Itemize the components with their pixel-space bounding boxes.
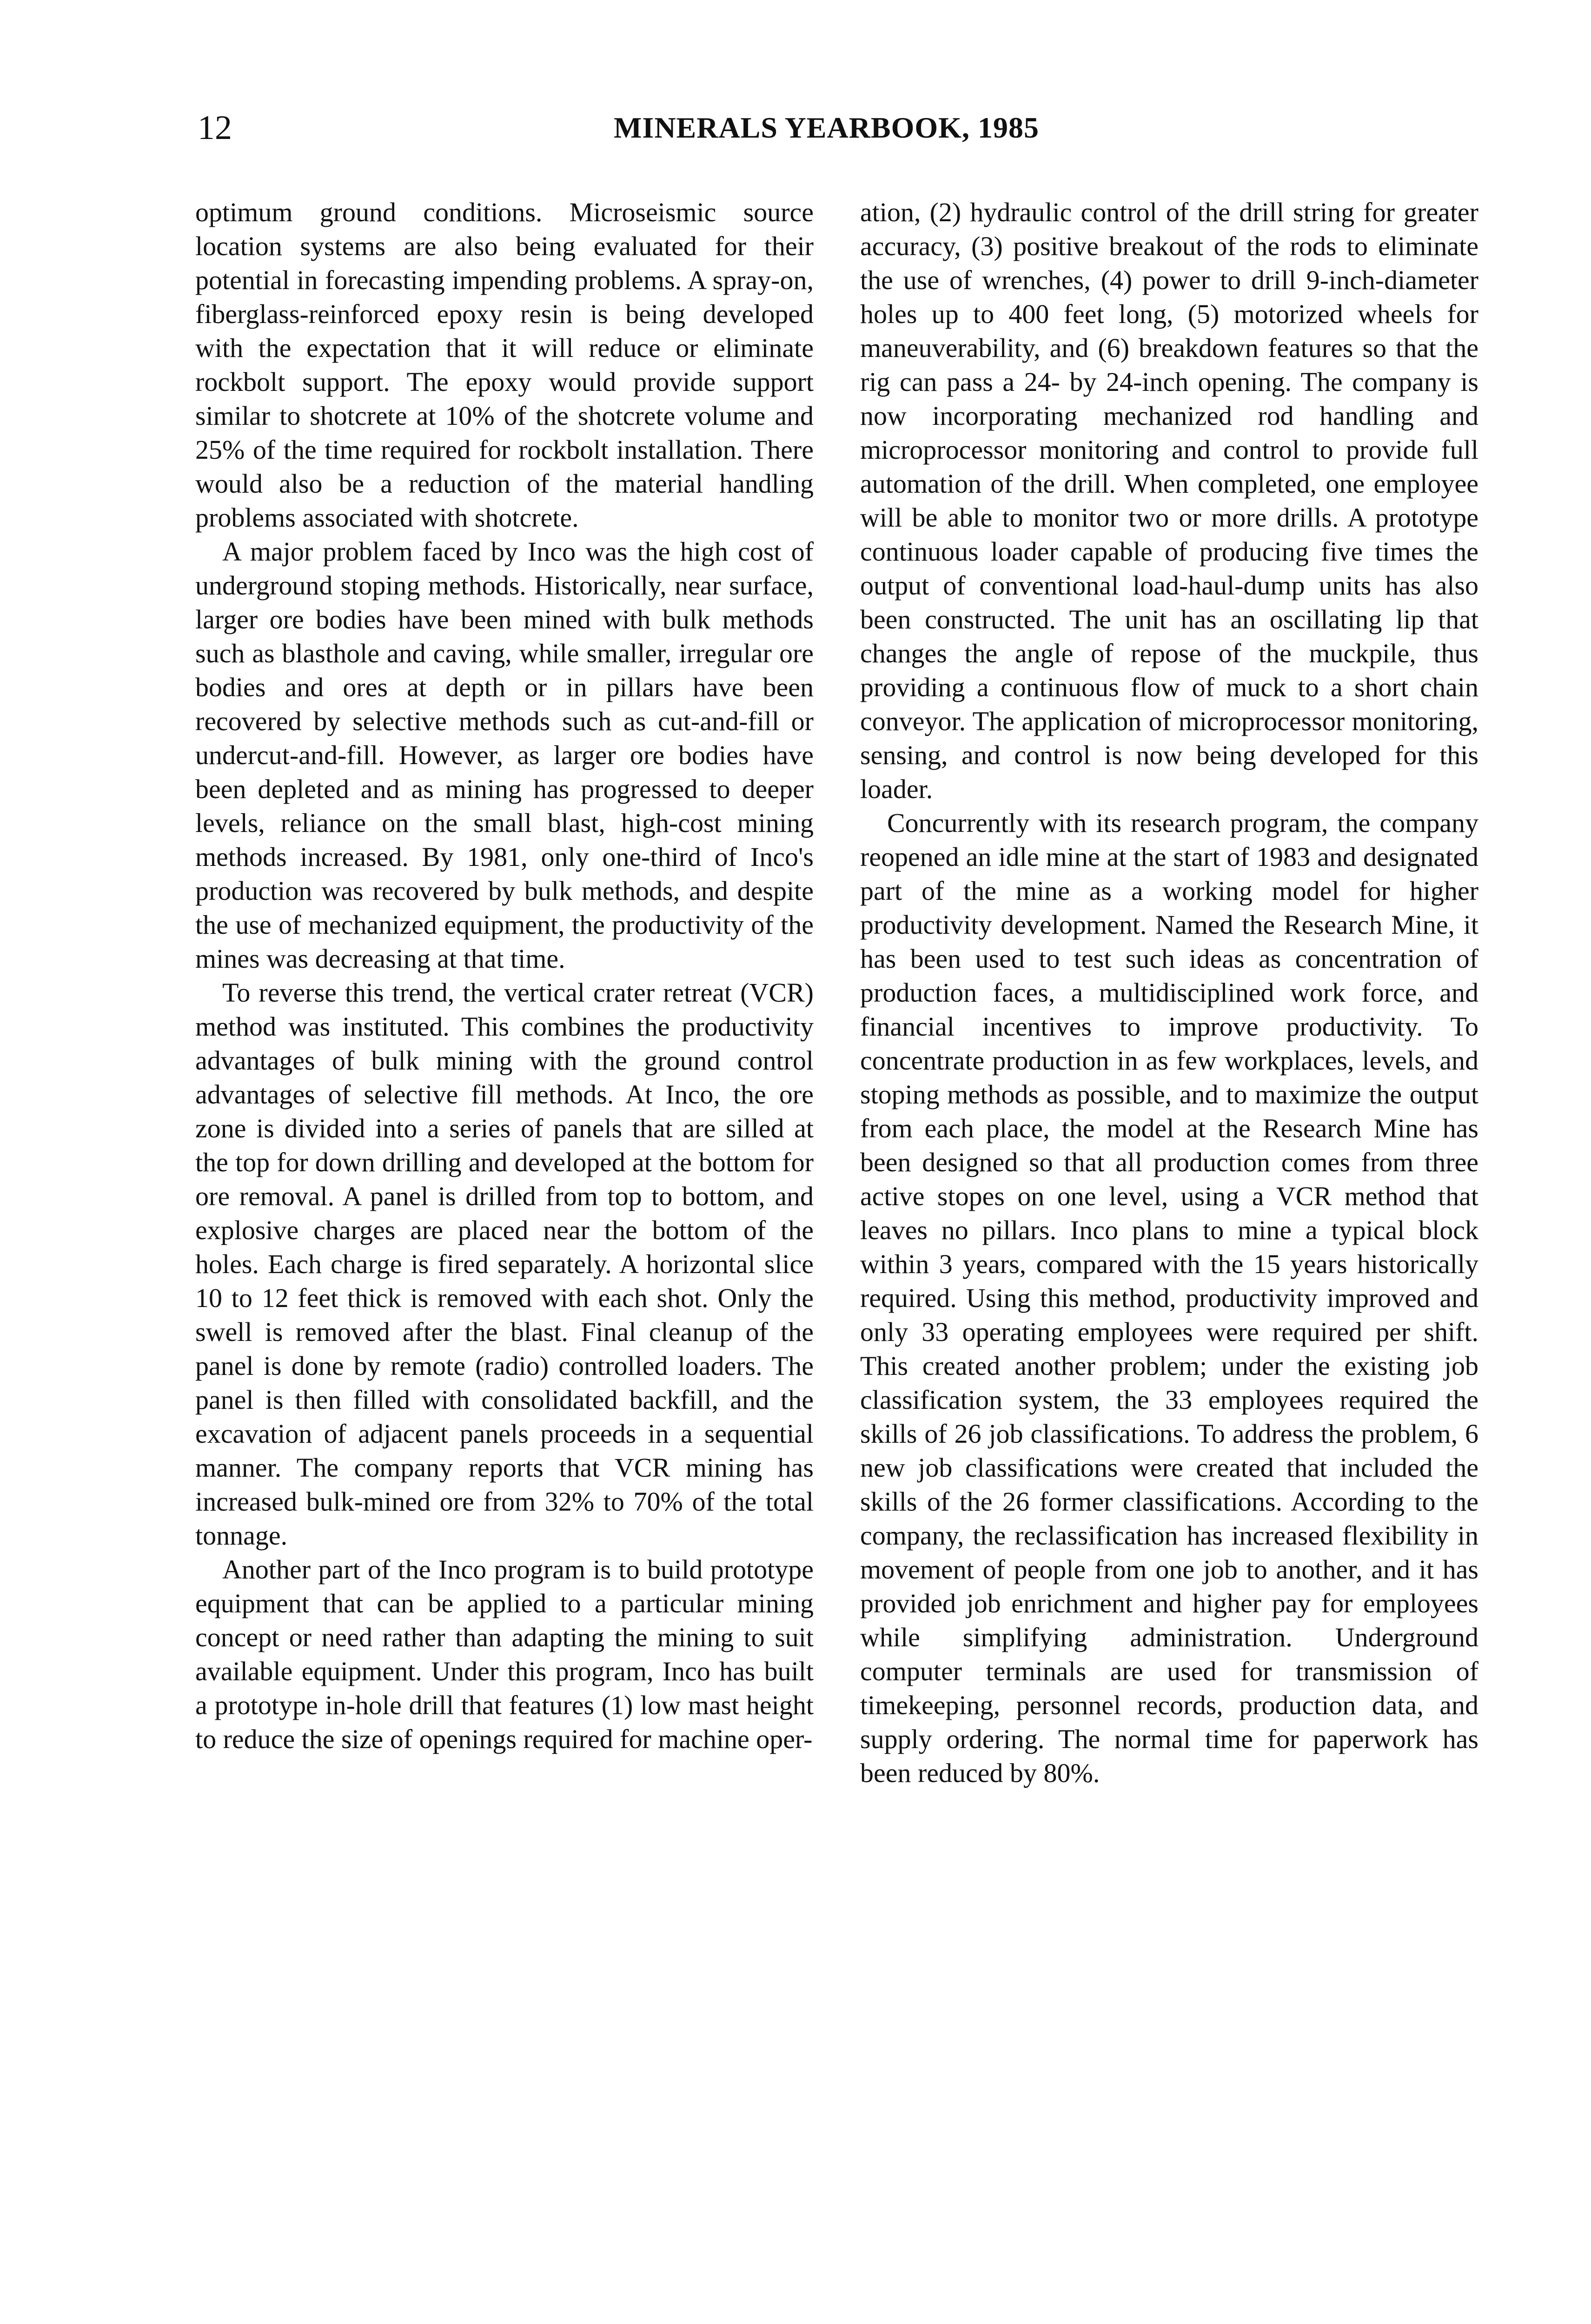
paragraph: To reverse this trend, the vertical crater retreat (VCR) method was instituted. This combines the productivity advantages of bulk mining with the ground control advantages of selective fill methods. At Inco, the ore zone is divided into a series of panels that are silled at the top for down drilling and developed at the bottom for ore removal. A panel is drilled from top to bottom, and explosive charges are placed near the bottom of the holes. Each charge is fired separately. A horizontal slice 10 to 12 feet thick is removed with each shot. Only the swell is removed after the blast. Final cleanup of the panel is done by remote (radio) controlled loaders. The panel is then filled with consolidated backfill, and the excavation of adjacent panels proceeds in a sequential manner. The company reports that VCR mining has increased bulk-mined ore from 32% to 70% of the total tonnage. xyxy=(195,977,814,1551)
left-column xyxy=(195,195,814,1756)
paragraph: optimum ground conditions. Microseismic source location systems are also being evaluated for their potential in forecasting impending problems. A spray-on, fiberglass-reinforced epoxy resin is being developed with the expectation that it will reduce or eliminate rockbolt support. The epoxy would provide support similar to shotcrete at 10% of the shotcrete volume and 25% of the time required for rockbolt installation. There would also be a reduction of the material handling problems associated with shotcrete. xyxy=(195,197,814,533)
running-title: MINERALS YEARBOOK, 1985 xyxy=(614,111,1039,144)
paragraph: Concurrently with its research program, the company reopened an idle mine at the start of 1983 and designated part of the mine as a working model for higher productivity development. Named the Research Mine, it has been used to test such ideas as concentration of production faces, a multidisciplined work force, and financial incentives to improve productivity. To concentrate production in as few workplaces, levels, and stoping methods as possible, and to maximize the output from each place, the model at the Research Mine has been designed so that all production comes from three active stopes on one level, using a VCR method that leaves no pillars. Inco plans to mine a typical block within 3 years, compared with the 15 years historically required. Using this method, productivity improved and only 33 operating employees were required per shift. This created another problem; under the existing job classification system, the 33 employees required the skills of 26 job classifications. To address the problem, 6 new job classifications were created that included the skills of the 26 former classifications. According to the company, the reclassification has increased flexibility in movement of people from one job to another, and it has provided job enrichment and higher pay for employees while simplifying administration. Underground computer terminals are used for transmission of timekeeping, personnel records, production data, and supply ordering. The normal time for paperwork has been reduced by 80%. xyxy=(860,808,1478,1788)
paragraph: A major problem faced by Inco was the high cost of underground stoping methods. Historically, near surface, larger ore bodies have been mined with bulk methods such as blasthole and caving, while smaller, irregular ore bodies and ores at depth or in pillars have been recovered by selective methods such as cut-and-fill or undercut-and-fill. However, as larger ore bodies have been depleted and as mining has progressed to deeper levels, reliance on the small blast, high-cost mining methods increased. By 1981, only one-third of Inco's production was recovered by bulk methods, and despite the use of mechanized equipment, the productivity of the mines was decreasing at that time. xyxy=(195,536,814,974)
page-number: 12 xyxy=(198,109,232,147)
paragraph: ation, (2) hydraulic control of the drill string for greater accuracy, (3) positive breakout of the rods to eliminate the use of wrenches, (4) power to drill 9-inch-diameter holes up to 400 feet long, (5) motorized wheels for maneuverability, and (6) breakdown features so that the rig can pass a 24- by 24-inch opening. The company is now incorporating mechanized rod handling and microprocessor monitoring and control to provide full automation of the drill. When completed, one employee will be able to monitor two or more drills. A prototype continuous loader capable of producing five times the output of conventional load-haul-dump units has also been constructed. The unit has an oscillating lip that changes the angle of repose of the muckpile, thus providing a continuous flow of muck to a short chain conveyor. The application of microprocessor monitoring, sensing, and control is now being developed for this loader. xyxy=(860,197,1478,804)
right-column xyxy=(860,195,1478,1790)
paragraph: Another part of the Inco program is to build prototype equipment that can be applied to a particular mining concept or need rather than adapting the mining to suit available equipment. Under this program, Inco has built a prototype in-hole drill that features (1) low mast height to reduce the size of openings required for machine oper- xyxy=(195,1554,814,1754)
page-header xyxy=(0,105,1591,156)
